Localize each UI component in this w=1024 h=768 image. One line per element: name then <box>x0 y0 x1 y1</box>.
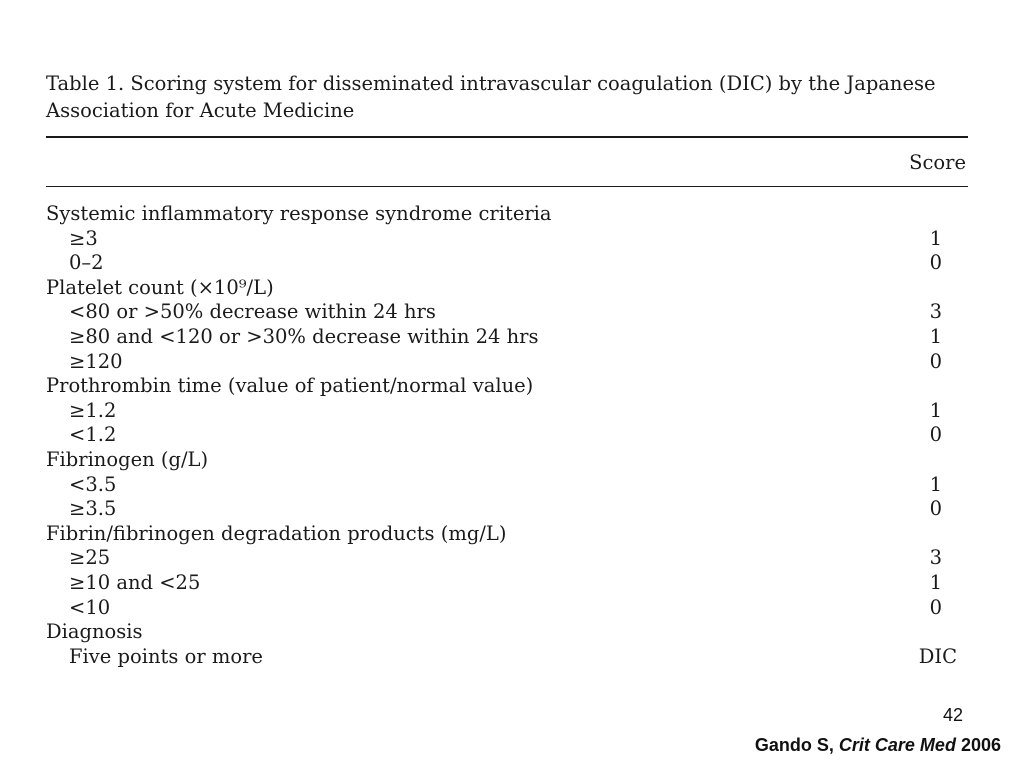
table-row-category <box>46 620 968 645</box>
row-label: Prothrombin time (value of patient/normal value) <box>46 374 534 398</box>
row-label: Fibrinogen (g/L) <box>46 447 209 471</box>
citation-author: Gando S, <box>754 735 834 755</box>
row-score: 1 <box>929 324 942 348</box>
row-score: DIC <box>918 644 957 668</box>
table-row-category <box>46 276 968 301</box>
row-score: 0 <box>929 595 942 619</box>
table-row <box>46 350 968 375</box>
table-row <box>46 227 968 252</box>
table-caption-text: Scoring system for disseminated intravascular coagulation (DIC) by the Japanese Association for Acute Medicine <box>46 72 936 122</box>
row-label: ≥80 and <120 or >30% decrease within 24 hrs <box>69 324 539 348</box>
row-label: <80 or >50% decrease within 24 hrs <box>69 300 436 324</box>
row-label: <10 <box>69 595 111 619</box>
row-score: 1 <box>929 472 942 496</box>
row-label: Systemic inflammatory response syndrome criteria <box>46 202 552 225</box>
table-row <box>46 251 968 276</box>
table-caption-label: Table 1. <box>46 72 125 95</box>
row-label: 0–2 <box>69 251 104 275</box>
table-row-category <box>46 202 968 227</box>
row-label: <3.5 <box>69 472 117 496</box>
row-label: <1.2 <box>69 423 117 447</box>
row-label: ≥1.2 <box>69 398 117 422</box>
row-score: 0 <box>929 349 942 373</box>
table-row <box>46 596 968 621</box>
row-label: Five points or more <box>69 644 263 668</box>
table-figure <box>46 70 968 669</box>
row-label: ≥25 <box>69 546 111 570</box>
table-header-row <box>46 138 968 186</box>
table-caption <box>46 70 968 124</box>
score-column-header: Score <box>909 151 966 174</box>
table-row-category <box>46 374 968 399</box>
row-score: 0 <box>929 423 942 447</box>
citation-journal: Crit Care Med <box>838 735 956 755</box>
table-row <box>46 300 968 325</box>
row-label: ≥120 <box>69 349 123 373</box>
table-row <box>46 546 968 571</box>
row-score: 3 <box>929 300 942 324</box>
row-label: ≥10 and <25 <box>69 570 201 594</box>
row-label: Platelet count (×10⁹/L) <box>46 275 274 299</box>
page-number: 42 <box>942 705 963 725</box>
row-label: Fibrin/fibrinogen degradation products (mg/L) <box>46 521 507 545</box>
table-row-category <box>46 522 968 547</box>
row-score: 1 <box>929 398 942 422</box>
row-score: 0 <box>929 497 942 521</box>
row-score: 3 <box>929 546 942 570</box>
table-row-category <box>46 448 968 473</box>
table-row <box>46 399 968 424</box>
table-row <box>46 423 968 448</box>
row-label: ≥3 <box>69 226 98 250</box>
table-row <box>46 473 968 498</box>
table-row <box>46 497 968 522</box>
citation <box>755 735 1001 756</box>
row-label: Diagnosis <box>46 620 143 644</box>
row-score: 1 <box>929 570 942 594</box>
table-row <box>46 325 968 350</box>
table-row <box>46 571 968 596</box>
table-header-rule <box>46 186 968 187</box>
citation-year: 2006 <box>960 735 1001 755</box>
row-label: ≥3.5 <box>69 497 117 521</box>
row-score: 1 <box>929 226 942 250</box>
table-body <box>46 202 968 669</box>
table-row <box>46 645 968 670</box>
row-score: 0 <box>929 251 942 275</box>
